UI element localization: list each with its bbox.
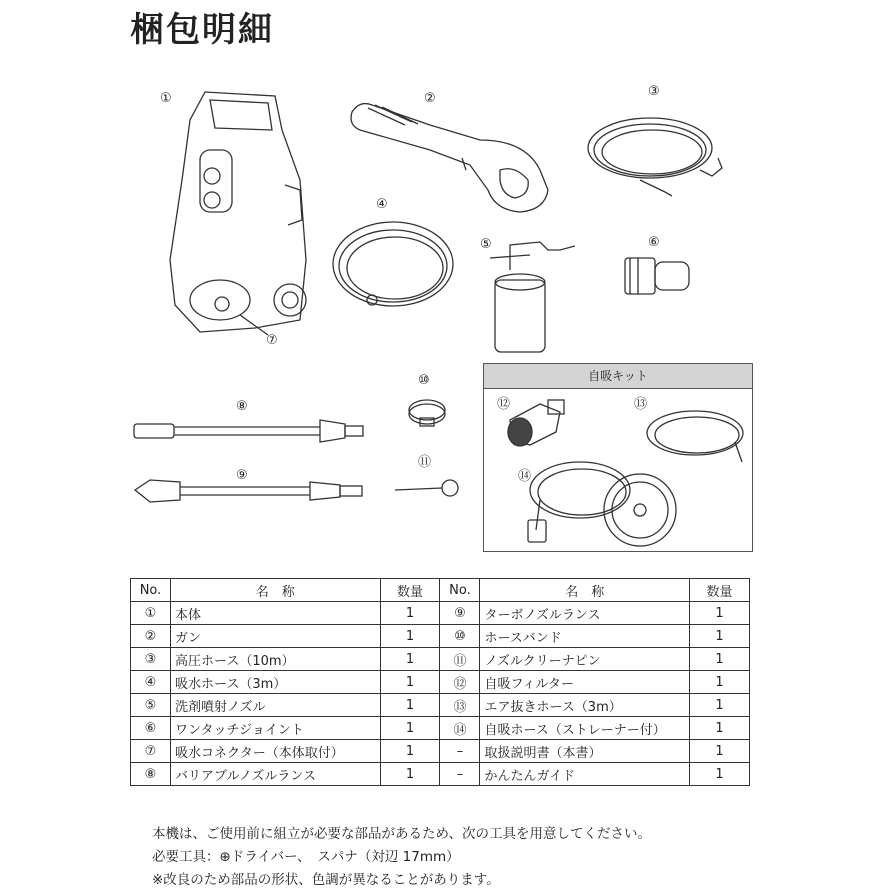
callout-5: ⑤	[480, 237, 492, 252]
cell-qty-right: 1	[690, 740, 750, 763]
cell-name-left: ガン	[170, 625, 380, 648]
cell-name-right: かんたんガイド	[480, 763, 690, 786]
cell-no-right: ⑪	[440, 648, 480, 671]
cell-qty-left: 1	[380, 694, 440, 717]
cell-no-left: ⑦	[131, 740, 171, 763]
parts-table-body	[131, 602, 750, 786]
cell-qty-left: 1	[380, 625, 440, 648]
callout-1: ①	[160, 91, 172, 106]
cell-qty-right: 1	[690, 763, 750, 786]
cell-name-right: エア抜きホース（3m）	[480, 694, 690, 717]
onetouch-joint-drawing	[625, 258, 689, 294]
gun-drawing	[351, 104, 548, 212]
cell-no-left: ③	[131, 648, 171, 671]
note-disclaimer: ※改良のため部品の形状、色調が異なることがあります。	[152, 872, 500, 888]
callout-2: ②	[424, 91, 436, 106]
cell-qty-right: 1	[690, 602, 750, 625]
callout-12: ⑫	[497, 397, 511, 412]
cell-name-left: 洗剤噴射ノズル	[170, 694, 380, 717]
cell-name-right: ホースバンド	[480, 625, 690, 648]
callout-9: ⑨	[236, 468, 248, 483]
table-row	[131, 740, 750, 763]
col-qty-2: 数量	[690, 579, 750, 602]
cell-name-right: 取扱説明書（本書）	[480, 740, 690, 763]
cell-qty-right: 1	[690, 625, 750, 648]
cell-qty-left: 1	[380, 717, 440, 740]
cell-qty-right: 1	[690, 717, 750, 740]
cell-name-left: 吸水ホース（3m）	[170, 671, 380, 694]
kit-header: 自吸キット	[484, 364, 752, 389]
table-row	[131, 625, 750, 648]
turbo-lance-drawing	[135, 480, 362, 502]
callout-7: ⑦	[266, 333, 278, 348]
cell-no-left: ④	[131, 671, 171, 694]
col-no-1: No.	[131, 579, 171, 602]
cell-qty-left: 1	[380, 740, 440, 763]
callout-6: ⑥	[648, 235, 660, 250]
col-no-2: No.	[440, 579, 480, 602]
table-row	[131, 694, 750, 717]
cell-qty-right: 1	[690, 671, 750, 694]
cell-no-left: ②	[131, 625, 171, 648]
self-priming-kit-box	[483, 363, 753, 552]
col-name-1: 名 称	[170, 579, 380, 602]
cell-name-left: バリアブルノズルランス	[170, 763, 380, 786]
cell-no-right: –	[440, 740, 480, 763]
cell-no-right: ⑬	[440, 694, 480, 717]
table-row	[131, 648, 750, 671]
callout-13: ⑬	[634, 397, 648, 412]
cell-no-right: ⑩	[440, 625, 480, 648]
cell-no-left: ⑤	[131, 694, 171, 717]
parts-illustration	[0, 60, 886, 560]
cell-name-right: ターボノズルランス	[480, 602, 690, 625]
col-qty-1: 数量	[380, 579, 440, 602]
main-unit-drawing	[170, 92, 306, 335]
table-row	[131, 671, 750, 694]
table-row	[131, 763, 750, 786]
cell-qty-left: 1	[380, 671, 440, 694]
cell-qty-right: 1	[690, 694, 750, 717]
col-name-2: 名 称	[480, 579, 690, 602]
note-required-tools: 必要工具：⊕ドライバー、 スパナ（対辺 17mm）	[152, 849, 460, 865]
callout-8: ⑧	[236, 399, 248, 414]
cell-no-left: ⑥	[131, 717, 171, 740]
detergent-nozzle-drawing	[490, 242, 575, 352]
cell-qty-left: 1	[380, 602, 440, 625]
page-title: 梱包明細	[130, 10, 274, 50]
callout-3: ③	[648, 84, 660, 99]
cell-no-left: ①	[131, 602, 171, 625]
cell-name-left: 高圧ホース（10m）	[170, 648, 380, 671]
table-row	[131, 717, 750, 740]
cell-qty-right: 1	[690, 648, 750, 671]
cleaner-pin-drawing	[395, 480, 458, 496]
table-header-row	[131, 579, 750, 602]
callout-14: ⑭	[518, 469, 532, 484]
cell-name-right: 自吸ホース（ストレーナー付）	[480, 717, 690, 740]
cell-name-left: 吸水コネクター（本体取付）	[170, 740, 380, 763]
parts-table	[130, 578, 750, 786]
cell-no-left: ⑧	[131, 763, 171, 786]
hose-band-drawing	[409, 400, 445, 426]
note-tools: 本機は、ご使用前に組立が必要な部品があるため、次の工具を用意してください。	[152, 826, 651, 842]
cell-name-left: 本体	[170, 602, 380, 625]
cell-name-right: ノズルクリーナピン	[480, 648, 690, 671]
suction-hose-drawing	[333, 222, 453, 306]
cell-qty-left: 1	[380, 763, 440, 786]
cell-name-right: 自吸フィルター	[480, 671, 690, 694]
cell-qty-left: 1	[380, 648, 440, 671]
cell-no-right: ⑭	[440, 717, 480, 740]
hp-hose-drawing	[588, 118, 722, 196]
callout-4: ④	[376, 197, 388, 212]
cell-no-right: –	[440, 763, 480, 786]
callout-11: ⑪	[418, 455, 432, 470]
cell-name-left: ワンタッチジョイント	[170, 717, 380, 740]
table-row	[131, 602, 750, 625]
cell-no-right: ⑨	[440, 602, 480, 625]
callout-10: ⑩	[418, 373, 430, 388]
cell-no-right: ⑫	[440, 671, 480, 694]
variable-lance-drawing	[134, 420, 363, 442]
